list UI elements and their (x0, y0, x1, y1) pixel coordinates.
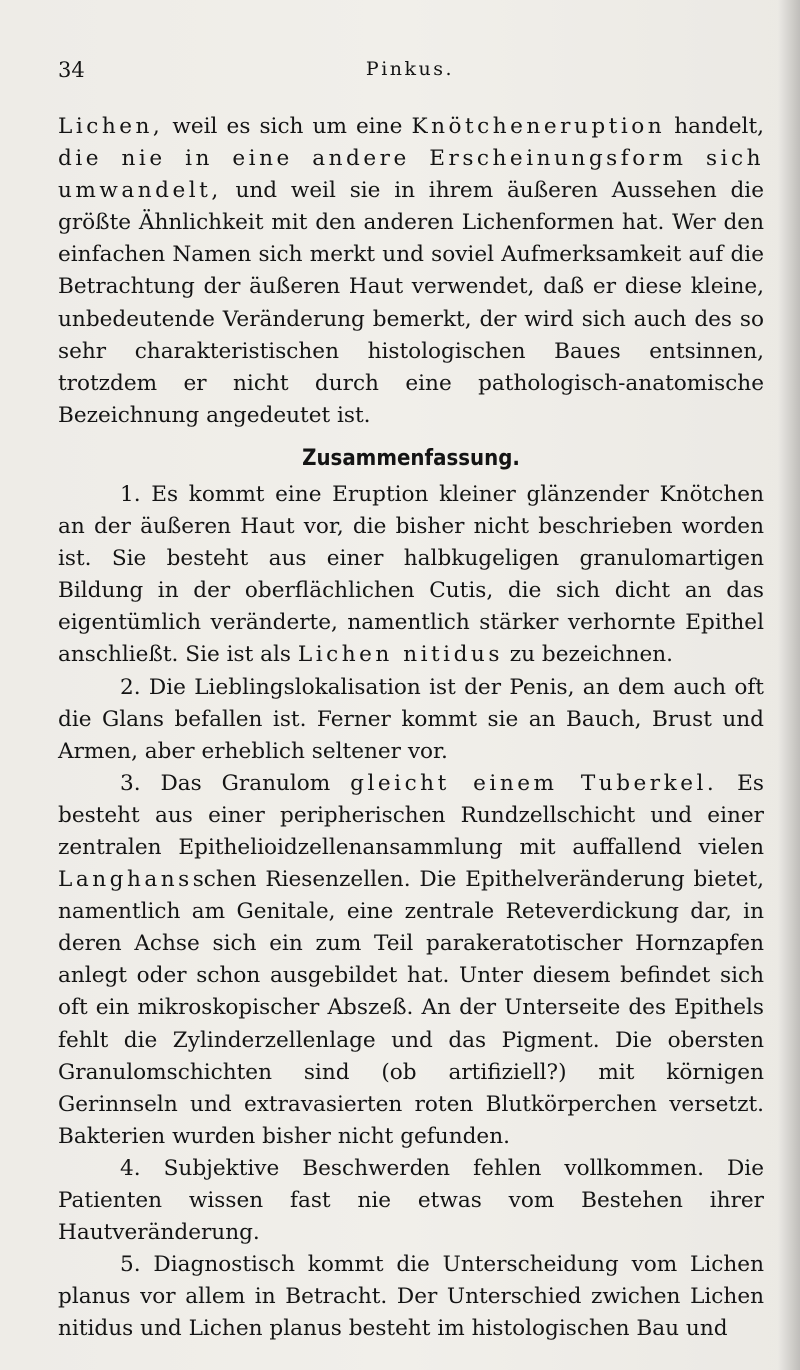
summary-item-4: 4. Subjektive Beschwerden fehlen vollkommen. Die Patienten wissen fast nie etwas vom Bestehen ihrer Hautveränderung. (58, 1155, 764, 1246)
spaced-phrase: gleicht einem Tuberkel. (350, 770, 718, 796)
running-head: Pinkus. (365, 58, 455, 80)
body-text (58, 111, 764, 1345)
text-run: 1. Es kommt eine Eruption kleiner glänzender Knötchen an der äußeren Haut vor, die bisher nicht beschrieben worden ist. Sie besteht aus einer halbkugeligen granulomartigen Bildung in der oberflächlichen Cutis, die sich dicht an das eigentümlich veränderte, namentlich stärker verhornte Epithel anschließt. Sie ist als (58, 481, 764, 668)
text-run: handelt, (665, 114, 764, 139)
spaced-term: Langhans (58, 867, 193, 893)
summary-item-3 (58, 768, 764, 1153)
page-number: 34 (58, 58, 85, 82)
paragraph-lichen (58, 111, 764, 432)
spaced-phrase: die nie in eine andere Erscheinungsform sich umwandelt, (58, 146, 764, 204)
text-run: Es besteht aus einer peripherischen Rundzellschicht und einer zentralen Epithelioidzellenansammlung mit auffallend vielen (58, 770, 764, 860)
text-run: 3. Das Granulom (120, 770, 351, 796)
spaced-term: Lichen, (58, 114, 164, 139)
text-run: zu bezeichnen. (502, 642, 674, 668)
summary-item-2: 2. Die Lieblingslokalisation ist der Penis, an dem auch oft die Glans befallen ist. Ferner kommt sie an Bauch, Brust und Armen, aber erheblich seltener vor. (58, 674, 764, 764)
summary-item-1 (58, 479, 764, 672)
text-run: schen Riesenzellen. Die Epithelveränderung bietet, namentlich am Genitale, eine zentrale Reteverdickung dar, in deren Achse sich ein zum Teil parakeratotischer Hornzapfen anlegt oder schon ausgebildet hat. Unter diesem befindet sich oft ein mikroskopischer Abszeß. An der Unterseite des Epithels fehlt die Zylinderzellenlage und das Pigment. Die obersten Granulomschichten sind (ob artifiziell?) mit körnigen Gerinnseln und extravasierten roten Blutkörperchen versetzt. Bakterien wurden bisher nicht gefunden. (58, 867, 764, 1149)
section-heading: Zusammenfassung. (302, 445, 520, 471)
spaced-term: Knötcheneruption (411, 114, 666, 139)
summary-item-5: 5. Diagnostisch kommt die Unterscheidung vom Lichen planus vor allem in Betracht. Der Unterschied zwichen Lichen nitidus und Lichen planus besteht im histologischen Bau und (58, 1252, 764, 1342)
text-run: und weil sie in ihrem äußeren Aussehen die größte Ähnlichkeit mit den anderen Lichenformen hat. Wer den einfachen Namen sich merkt und soviel Aufmerksamkeit auf die Betrachtung der äußeren Haut verwendet, daß er diese kleine, unbedeutende Veränderung bemerkt, der wird sich auch des so sehr charakteristischen histologischen Baues entsinnen, trotzdem er nicht durch eine pathologisch-anatomische Bezeichnung angedeutet ist. (58, 178, 764, 428)
page-edge-shadow (778, 0, 800, 1370)
page-header (58, 58, 762, 88)
text-run: weil es sich um eine (163, 114, 412, 139)
spaced-term: Lichen nitidus (297, 642, 503, 668)
